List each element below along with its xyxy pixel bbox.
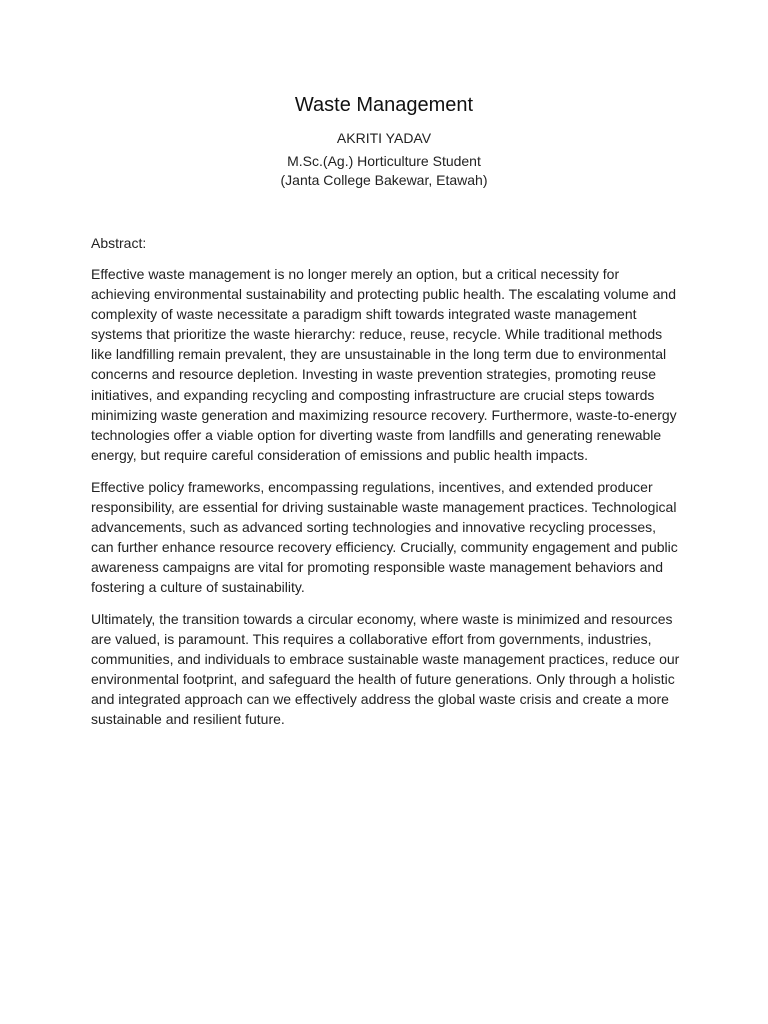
affiliation-line-1: M.Sc.(Ag.) Horticulture Student <box>287 153 481 169</box>
abstract-paragraph-2: Effective policy frameworks, encompassing regulations, incentives, and extended producer responsibility, are essential for driving sustainable waste management practices. Technological advancements, such as advanced sorting technologies and innovative recycling processes, can further enhance resource recovery efficiency. Crucially, community engagement and public awareness campaigns are vital for promoting responsible waste management behaviors and fostering a culture of sustainability. <box>91 479 678 596</box>
author-affiliation <box>0 152 768 190</box>
author-name: AKRITI YADAV <box>336 130 432 146</box>
abstract-paragraph-3: Ultimately, the transition towards a circular economy, where waste is minimized and resources are valued, is paramount. This requires a collaborative effort from governments, industries, communities, and individuals to embrace sustainable waste management practices, reduce our environmental footprint, and safeguard the health of future generations. Only through a holistic and integrated approach can we effectively address the global waste crisis and create a more sustainable and resilient future. <box>91 611 680 728</box>
page-title: Waste Management <box>294 94 474 116</box>
abstract-heading: Abstract: <box>91 235 147 251</box>
abstract-paragraph-1: Effective waste management is no longer merely an option, but a critical necessity for achieving environmental sustainability and protecting public health. The escalating volume and complexity of waste necessitate a paradigm shift towards integrated waste management systems that prioritize the waste hierarchy: reduce, reuse, recycle. While traditional methods like landfilling remain prevalent, they are unsustainable in the long term due to environmental concerns and resource depletion. Investing in waste prevention strategies, promoting reuse initiatives, and expanding recycling and composting infrastructure are crucial steps towards minimizing waste generation and maximizing resource recovery. Furthermore, waste-to-energy technologies offer a viable option for diverting waste from landfills and generating renewable energy, but require careful consideration of emissions and public health impacts. <box>91 266 677 463</box>
affiliation-line-2: (Janta College Bakewar, Etawah) <box>280 172 488 188</box>
